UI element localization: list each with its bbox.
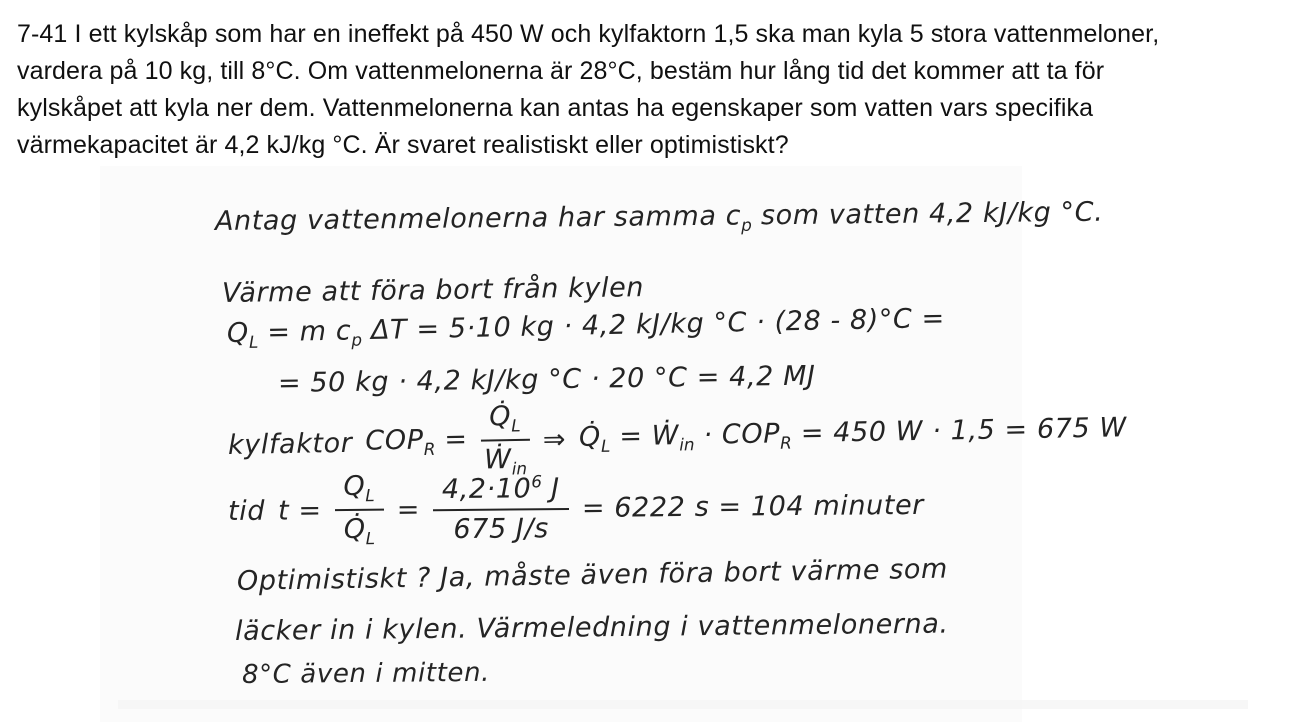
solution-optimistic-line-2: läcker in i kylen. Värmeledning i vattenmelonerna. (234, 608, 949, 647)
cop-symbol: $COP_R$ = (365, 423, 468, 459)
scan-artifact (118, 700, 1248, 709)
cop-fraction-denominator: Ẇ$_{in}$ (483, 444, 528, 479)
time-fraction2-denominator: 675 J/s (453, 512, 550, 545)
time-fraction2-numerator: $4,2\cdot 10^6$ J (433, 472, 569, 510)
solution-ql-result: = 50 kg · 4,2 kJ/kg °C · 20 °C = 4,2 MJ (277, 360, 816, 399)
solution-assumption-line: Antag vattenmelonerna har samma $c_p$ som vatten 4,2 kJ/kg °C. (214, 196, 1104, 237)
solution-optimistic-line-3: 8°C även i mitten. (241, 657, 491, 690)
equals-sign: = (396, 493, 421, 526)
time-fraction-symbolic (334, 471, 384, 549)
cop-label: kylfaktor (227, 427, 353, 461)
solution-time-line (227, 471, 925, 549)
time-fraction1-denominator: $Q̇_L$ (343, 513, 376, 549)
problem-line-1: 7-41 I ett kylskåp som har en ineffekt på 450 W och kylfaktorn 1,5 ska man kyla 5 stora vattenmeloner, (17, 20, 1160, 48)
solution-optimistic-line-1: Optimistiskt ? Ja, måste även föra bort värme som (236, 553, 949, 597)
time-fraction1-numerator: $Q_L$ (334, 471, 384, 511)
cop-fraction-numerator: $Q̇_L$ (480, 401, 530, 441)
time-label: tid (227, 495, 266, 527)
problem-line-4: värmekapacitet är 4,2 kJ/kg °C. Är svaret realistiskt eller optimistiskt? (17, 131, 789, 159)
solution-heat-heading: Värme att föra bort från kylen (221, 272, 645, 309)
problem-line-3: kylskåpet att kyla ner dem. Vattenmelonerna kan antas ha egenskaper som vatten vars specifika (17, 94, 1094, 122)
time-result: = 6222 s = 104 minuter (581, 489, 925, 524)
problem-line-2: vardera på 10 kg, till 8°C. Om vattenmelonerna är 28°C, bestäm hur lång tid det kommer att ta för (17, 57, 1105, 85)
time-fraction-numeric (433, 472, 570, 544)
problem-statement (17, 16, 1159, 164)
implies-arrow-icon: ⇒ (542, 423, 567, 456)
time-symbol: t = (277, 494, 322, 527)
cop-fraction (480, 401, 531, 479)
solution-ql-equation: $Q_L = m$ $c_p$ ΔT = 5·10 kg · 4,2 kJ/kg °C · (28 - 8)°C = (226, 302, 946, 352)
cop-result: $Q̇_L$ = Ẇ$_{in}$ · $COP_R = 450$ W · 1,5 = 675 W (578, 412, 1127, 456)
